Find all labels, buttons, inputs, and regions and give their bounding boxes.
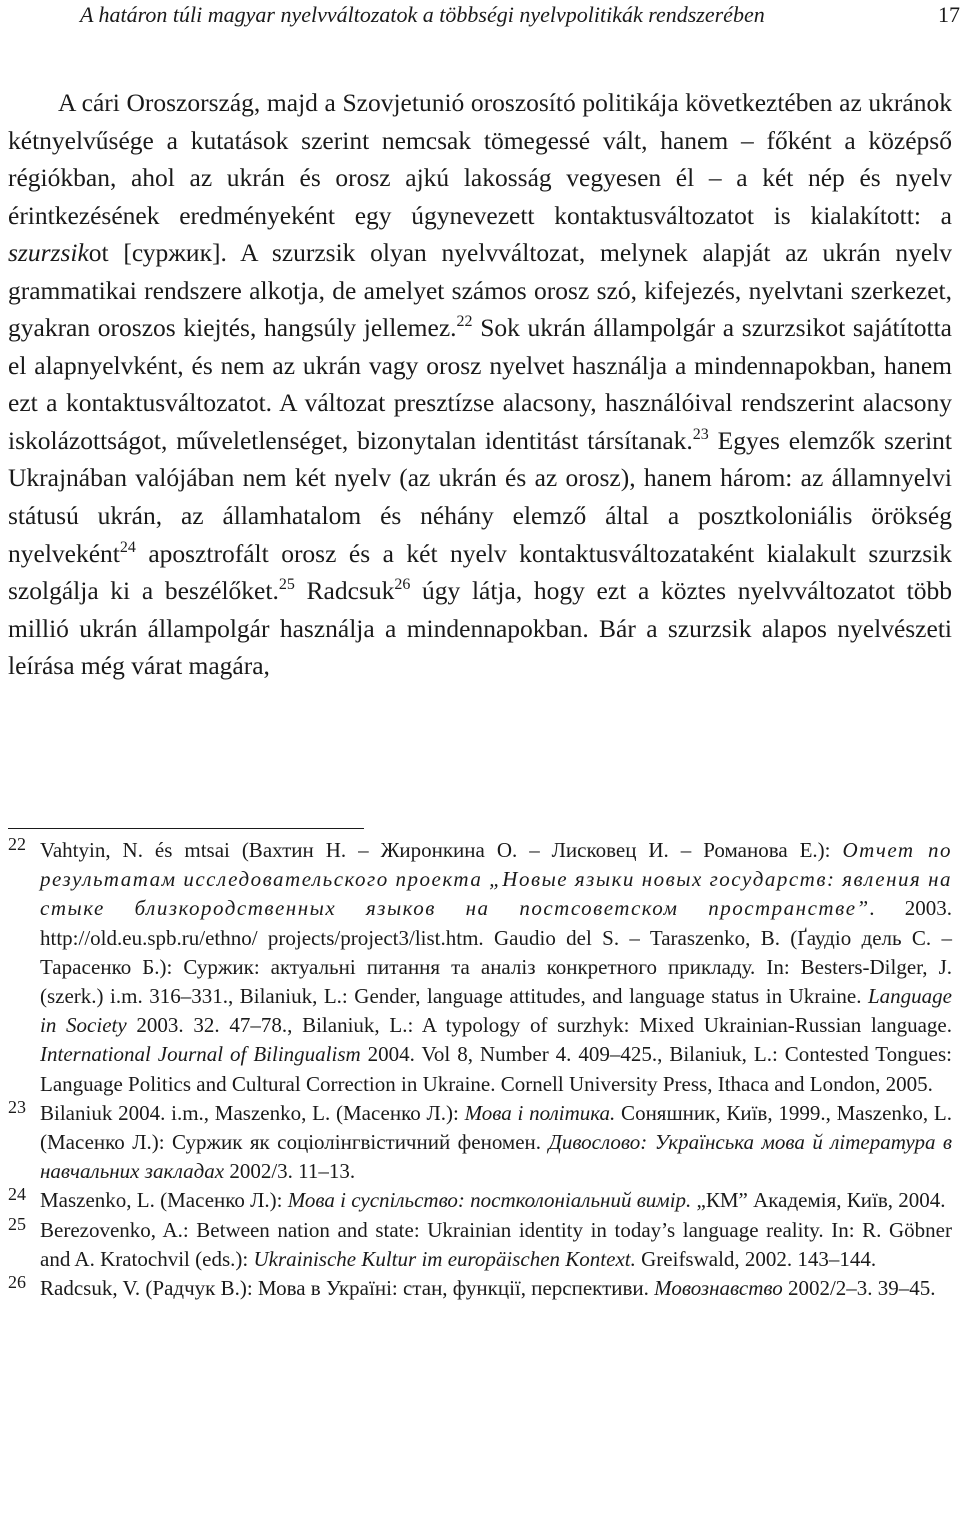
footnote-number: 23 (8, 1096, 26, 1117)
body-paragraph (8, 84, 952, 685)
footnote-italic: Language in Society (40, 984, 952, 1038)
footnote-text: Соняшник, Київ, 1999., Maszenko, L. (Масенко Л.): Суржик як соціолінгвістичний феномен. (40, 1100, 953, 1155)
body-text-segment: Sok ukrán állampolgár a szurzsikot sajátította el alapnyelvként, és nem az ukrán vagy orosz nyelvet használja a mindennapokban, hanem ezt a kontaktusváltozatot. A változat presztízse alacsony, használóival rendszerint alacsony iskolázottságot, műveletlenséget, bizonytalan identitást társítanak. (8, 313, 952, 455)
footnote-italic: Мовознавство (654, 1276, 783, 1301)
footnote-text: Radcsuk, V. (Радчук В.): Мова в Україні: стан, функції, перспективи. (40, 1276, 655, 1301)
body-text-segment: A cári Oroszország, majd a Szovjetunió oroszosító politikája következtében az ukránok kétnyelvűsége a kutatások szerint nemcsak tömegessé vált, hanem – főként a középső régiókban, ahol az ukrán és orosz ajkú lakosság vegyesen él – a két nép és nyelv érintkezésének eredményeként egy úgynevezett kontaktusváltozatot is kialakított: a (8, 88, 952, 230)
footnote-text: Vahtyin, N. és mtsai (Вахтин Н. – Жиронкина О. – Лисковец И. – Романова Е.): (40, 838, 843, 862)
footnote-italic: International Journal of Bilingualism (40, 1042, 361, 1067)
footnote-text: 2003. 32. 47–78., Bilaniuk, L.: A typology of surzhyk: Mixed Ukrainian-Russian language. (126, 1013, 952, 1038)
running-title: A határon túli magyar nyelvváltozatok a többségi nyelvpolitikák rendszerében (80, 2, 765, 27)
footnote-italic: Мова і суспільство: постколоніальний вимір. (287, 1188, 692, 1213)
body-text-segment: Radcsuk (294, 576, 395, 606)
footnote-italic: Отчет по результатам исследовательского проекта „Новые языки новых государств: явления на стыке близкородственных языков на постсоветском пространстве”. (40, 838, 953, 921)
footnote-text: Greifswald, 2002. 143–144. (635, 1246, 877, 1271)
footnote-25 (8, 1213, 952, 1274)
footnote-italic: Дивослово: Українська мова й література в навчальних закладах (40, 1130, 953, 1184)
footnote-ref-22[interactable]: 22 (456, 313, 473, 331)
footnote-number: 25 (8, 1213, 26, 1234)
footnote-text: Maszenko, L. (Масенко Л.): (40, 1188, 288, 1213)
main-text (8, 84, 952, 685)
body-text-segment: úgy látja, hogy ezt a köztes nyelvváltozatot több millió ukrán állampolgár használja a mindennapokban. Bár a szurzsik alapos nyelvészeti leírása még várat magára, (8, 576, 952, 681)
footnote-text: 2002/3. 11–13. (224, 1159, 356, 1184)
footnote-text: Berezovenko, A.: Between nation and state: Ukrainian identity in today’s language reality. In: R. Göbner and A. Kratochvil (eds.): (40, 1217, 952, 1271)
footnote-number: 24 (8, 1184, 26, 1205)
footnote-italic: Мова і політика. (464, 1100, 616, 1125)
footnote-number: 26 (8, 1272, 26, 1293)
footnote-22 (8, 836, 952, 1099)
footnote-text: 2002/2–3. 39–45. (782, 1276, 936, 1301)
footnote-ref-26[interactable]: 26 (394, 576, 411, 594)
footnote-24 (8, 1186, 952, 1215)
footnote-number: 22 (8, 834, 26, 854)
footnote-italic: Ukrainische Kultur im europäischen Kontext. (253, 1246, 636, 1271)
page-number: 17 (938, 2, 960, 27)
body-text-segment: aposztrofált orosz és a két nyelv kontaktusváltozataként kialakult szurzsik szolgálja ki a beszélőket. (8, 538, 952, 606)
footnote-26 (8, 1274, 952, 1303)
footnote-23 (8, 1096, 953, 1187)
italic-term: szurzsik (8, 238, 89, 268)
footnote-text: „КМ” Академія, Київ, 2004. (691, 1188, 946, 1213)
footnote-text: Bilaniuk 2004. i.m., Maszenko, L. (Масенко Л.): (40, 1100, 465, 1125)
footnotes (8, 836, 952, 1303)
footnote-separator (8, 828, 364, 829)
footnote-ref-23[interactable]: 23 (692, 425, 709, 443)
body-text-segment: Egyes elemzők szerint Ukrajnában valójában nem két nyelv (az ukrán és az orosz), hanem három: az államnyelvi státusú ukrán, az államhatalom és néhány elemző által a posztkoloniális örökség nyelveként (8, 425, 952, 568)
footnote-text: 2004. Vol 8, Number 4. 409–425., Bilaniuk, L.: Contested Tongues: Language Politics and Cultural Correction in Ukraine. Cornell University Press, Ithaca and London, 2005. (40, 1042, 952, 1096)
footnote-text: 2003. http://old.eu.spb.ru/ethno/ projects/project3/list.htm. Gaudio del S. – Taraszenko, B. (Ґаудіо дель С. – Тарасенко Б.): Суржик: актуальні питання та аналіз конкретного прикладу. In: Besters-Dilger, J. (szerk.) i.m. 316–331., Bilaniuk, L.: Gender, language attitudes, and language status in Ukraine. (40, 896, 953, 1009)
footnote-ref-24[interactable]: 24 (119, 538, 136, 556)
footnote-ref-25[interactable]: 25 (278, 576, 295, 594)
page-header (80, 2, 960, 32)
body-text-segment: ot [суржик]. A szurzsik olyan nyelvváltozat, melynek alapját az ukrán nyelv grammatikai rendszere alkotja, de amelyet számos orosz szó, kifejezés, nyelvtani szerkezet, gyakran oroszos kiejtés, hangsúly jellemez. (8, 238, 952, 343)
